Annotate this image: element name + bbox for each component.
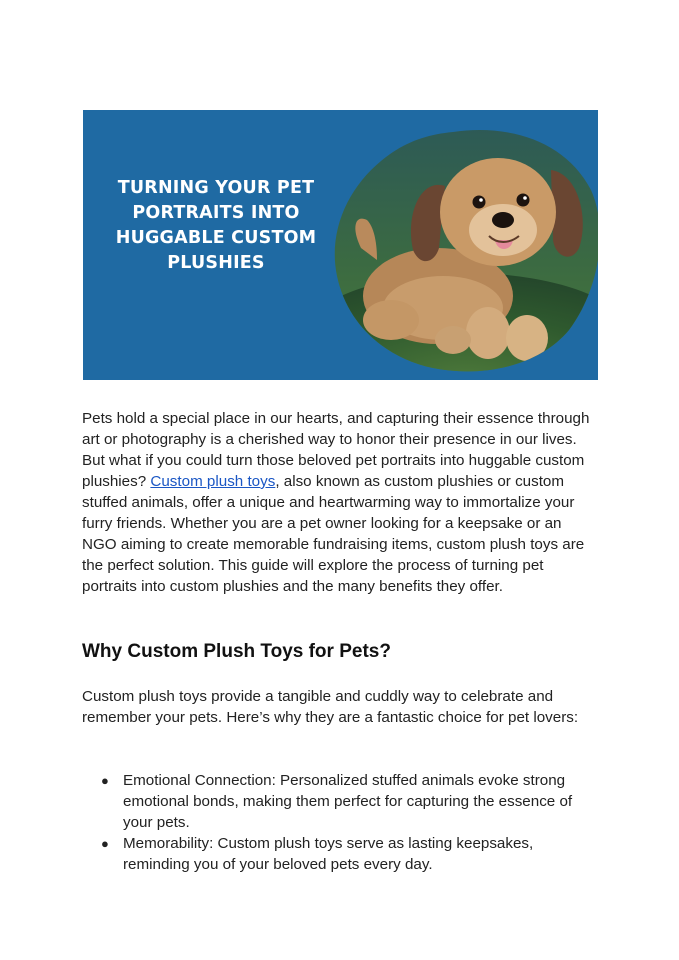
plush-dog-image <box>333 128 598 374</box>
hero-banner <box>83 110 598 380</box>
bullet-text: Memorability: Custom plush toys serve as lasting keepsakes, reminding you of your beloved pets every day. <box>123 835 534 873</box>
custom-plush-toys-link[interactable]: Custom plush toys <box>150 473 276 490</box>
list-item <box>82 770 597 833</box>
section-heading: Why Custom Plush Toys for Pets? <box>82 641 391 662</box>
bullet-text: Emotional Connection: Personalized stuffed animals evoke strong emotional bonds, making them perfect for capturing the essence of your pets. <box>123 772 573 831</box>
intro-text-end: , also known as custom plushies or custom stuffed animals, offer a unique and heartwarming way to immortalize your furry friends. Whether you are a pet owner looking for a keepsake or an NGO aiming to create memorable fundraising items, custom plush toys are the perfect solution. This guide will explore the process of turning pet portraits into custom plushies and the many benefits they offer. <box>82 473 585 595</box>
list-item <box>82 833 597 875</box>
benefits-list <box>82 770 597 875</box>
intro-paragraph <box>82 408 597 597</box>
intro-text-start: Pets hold a special place in our hearts, and capturing their essence through art or photography is a cherished way to honor their presence in our lives. But what if you could turn those beloved pet portraits into huggable custom plushies? <box>82 410 590 490</box>
bullet-icon: ● <box>101 773 109 788</box>
section-paragraph: Custom plush toys provide a tangible and cuddly way to celebrate and remember your pets. Here’s why they are a fantastic choice for pet lovers: <box>82 688 579 726</box>
bullet-icon: ● <box>101 836 109 851</box>
banner-title: TURNING YOUR PET PORTRAITS INTO HUGGABLE CUSTOM PLUSHIES <box>115 178 317 273</box>
